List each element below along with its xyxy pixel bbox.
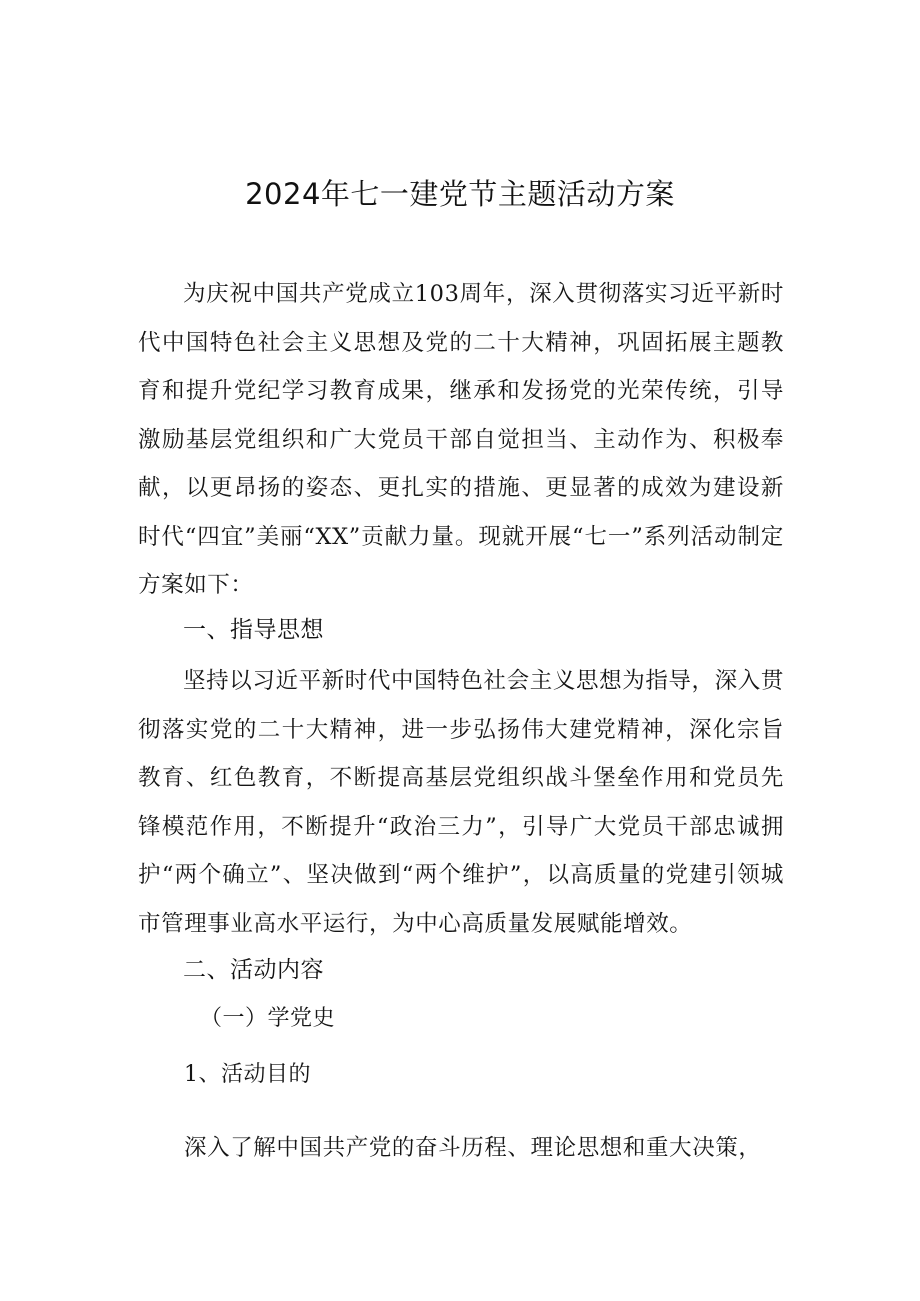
item-heading-activity-purpose: 1、活动目的 (184, 1062, 311, 1087)
subsection-heading-party-history: （一）学党史 (200, 1006, 336, 1031)
section-heading-activity-content: 二、活动内容 (183, 957, 324, 983)
document-title: 2024年七一建党节主题活动方案 (245, 177, 675, 211)
guiding-thought-paragraph: 坚持以习近平新时代中国特色社会主义思想为指导，深入贯彻落实党的二十大精神，进一步弘扬伟大建党精神，深化宗旨教育、红色教育，不断提高基层党组织战斗堡垒作用和党员先锋模范作用，不断提升“政治三力”，引导广大党员干部忠诚拥护“两个确立”、坚决做到“两个维护”，以高质量的党建引领城市管理事业高水平运行，为中心高质量发展赋能增效。 (138, 668, 784, 937)
activity-purpose-text: 深入了解中国共产党的奋斗历程、理论思想和重大决策， (184, 1135, 762, 1161)
section-heading-guiding-thought: 一、指导思想 (183, 617, 324, 643)
intro-paragraph: 为庆祝中国共产党成立103周年，深入贯彻落实习近平新时代中国特色社会主义思想及党的二十大精神，巩固拓展主题教育和提升党纪学习教育成果，继承和发扬党的光荣传统，引导激励基层党组织和广大党员干部自觉担当、主动作为、积极奉献，以更昂扬的姿态、更扎实的措施、更显著的成效为建设新时代“四宜”美丽“XX”贡献力量。现就开展“七一”系列活动制定方案如下： (138, 281, 784, 598)
